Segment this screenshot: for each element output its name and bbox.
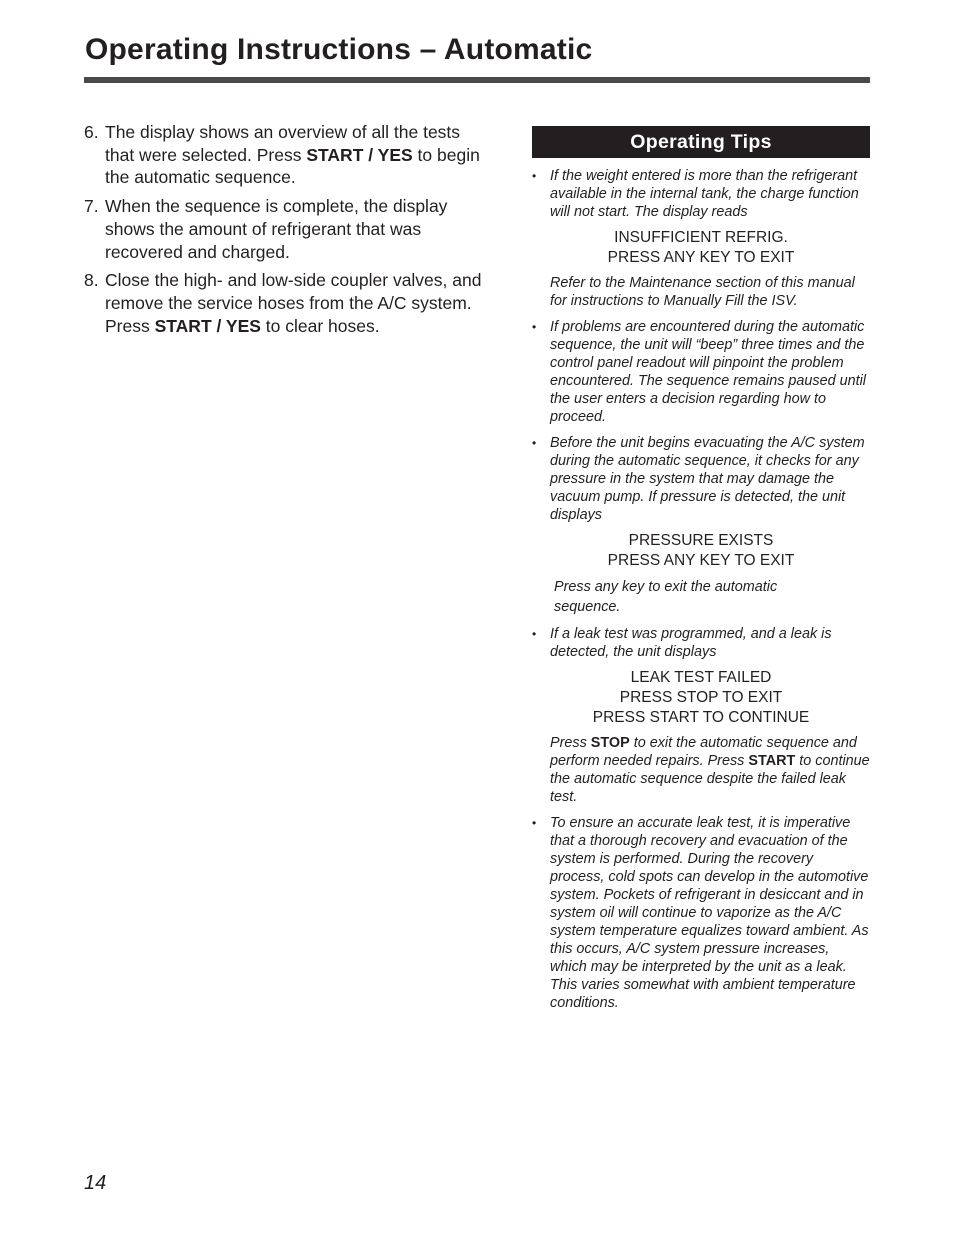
page-number: 14 <box>84 1172 107 1194</box>
step-7 <box>84 195 494 263</box>
display-message <box>532 668 870 728</box>
step-text-part: Close the high- and low-side coupler valves, and remove the service hoses from the A/C system. Press <box>105 270 482 336</box>
tips-heading: Operating Tips <box>532 126 870 158</box>
step-8 <box>84 269 494 337</box>
bullet-icon: • <box>532 436 537 450</box>
display-line: PRESSURE EXISTS <box>628 532 774 549</box>
display-line: PRESS ANY KEY TO EXIT <box>607 552 795 569</box>
title-rule <box>84 77 870 83</box>
note-text-part: to continue the automatic sequence despite the failed leak test. <box>550 753 870 805</box>
display-message <box>532 228 870 268</box>
tip-text: To ensure an accurate leak test, it is imperative that a thorough recovery and evacuation of the system is performed. During the recovery process, cold spots can develop in the automotive system. Pockets of refrigerant in desiccant and in system oil will continue to vaporize as the A/C system temperature equalizes toward ambient. As this occurs, A/C system pressure increases, which may be interpreted by the unit as a leak. This varies somewhat with ambient temperature conditions. <box>550 815 869 1011</box>
tip-item <box>532 434 870 524</box>
step-number: 8. <box>84 270 99 291</box>
key-name: START / YES <box>306 144 413 165</box>
display-line: PRESS ANY KEY TO EXIT <box>607 249 795 266</box>
note-text-part: Press <box>550 735 591 751</box>
tip-text: If the weight entered is more than the refrigerant available in the internal tank, the charge function will not start. The display reads <box>550 168 859 220</box>
note-text-part: to exit the automatic sequence and perform needed repairs. Press <box>550 735 857 769</box>
step-text-part: to begin the automatic sequence. <box>105 144 480 188</box>
step-number: 6. <box>84 122 99 142</box>
tip-item <box>532 814 870 1012</box>
bullet-icon: • <box>532 320 537 334</box>
operating-tips-panel <box>532 126 870 1012</box>
page-title: Operating Instructions – Automatic <box>85 33 593 66</box>
step-6 <box>84 121 494 189</box>
display-line: LEAK TEST FAILED <box>630 669 772 686</box>
step-number: 7. <box>84 196 99 217</box>
tip-item <box>532 625 870 661</box>
tip-note: Refer to the Maintenance section of this manual for instructions to Manually Fill the ISV. <box>550 275 855 309</box>
step-text: When the sequence is complete, the display shows the amount of refrigerant that was recovered and charged. <box>105 196 448 262</box>
steps-list <box>84 121 494 343</box>
step-text <box>105 121 494 189</box>
bullet-icon: • <box>532 169 537 183</box>
tip-text: Before the unit begins evacuating the A/C system during the automatic sequence, it checks for any pressure in the system that may damage the vacuum pump. If pressure is detected, the unit displays <box>550 435 865 523</box>
key-name: START <box>748 753 796 769</box>
display-line: PRESS STOP TO EXIT <box>619 689 783 706</box>
tip-item <box>532 318 870 426</box>
key-name: STOP <box>590 735 630 751</box>
display-line: PRESS START TO CONTINUE <box>592 709 810 726</box>
display-line: INSUFFICIENT REFRIG. <box>614 229 788 246</box>
tip-note <box>550 734 870 806</box>
step-text-part: The display shows an overview of all the tests that were selected. Press <box>105 122 461 165</box>
tip-text: If a leak test was programmed, and a leak is detected, the unit displays <box>550 626 832 660</box>
key-name: START / YES <box>154 315 261 336</box>
tip-item <box>532 167 870 221</box>
bullet-icon: • <box>532 816 537 830</box>
step-text-part: to clear hoses. <box>260 315 380 336</box>
bullet-icon: • <box>532 627 537 641</box>
tip-note: Press any key to exit the automatic sequence. <box>554 579 778 615</box>
tip-text: If problems are encountered during the automatic sequence, the unit will “beep” three times and the control panel readout will pinpoint the problem encountered. The sequence remains paused until the user enters a decision regarding how to proceed. <box>550 319 867 425</box>
display-message <box>532 531 870 571</box>
step-text <box>105 269 494 337</box>
